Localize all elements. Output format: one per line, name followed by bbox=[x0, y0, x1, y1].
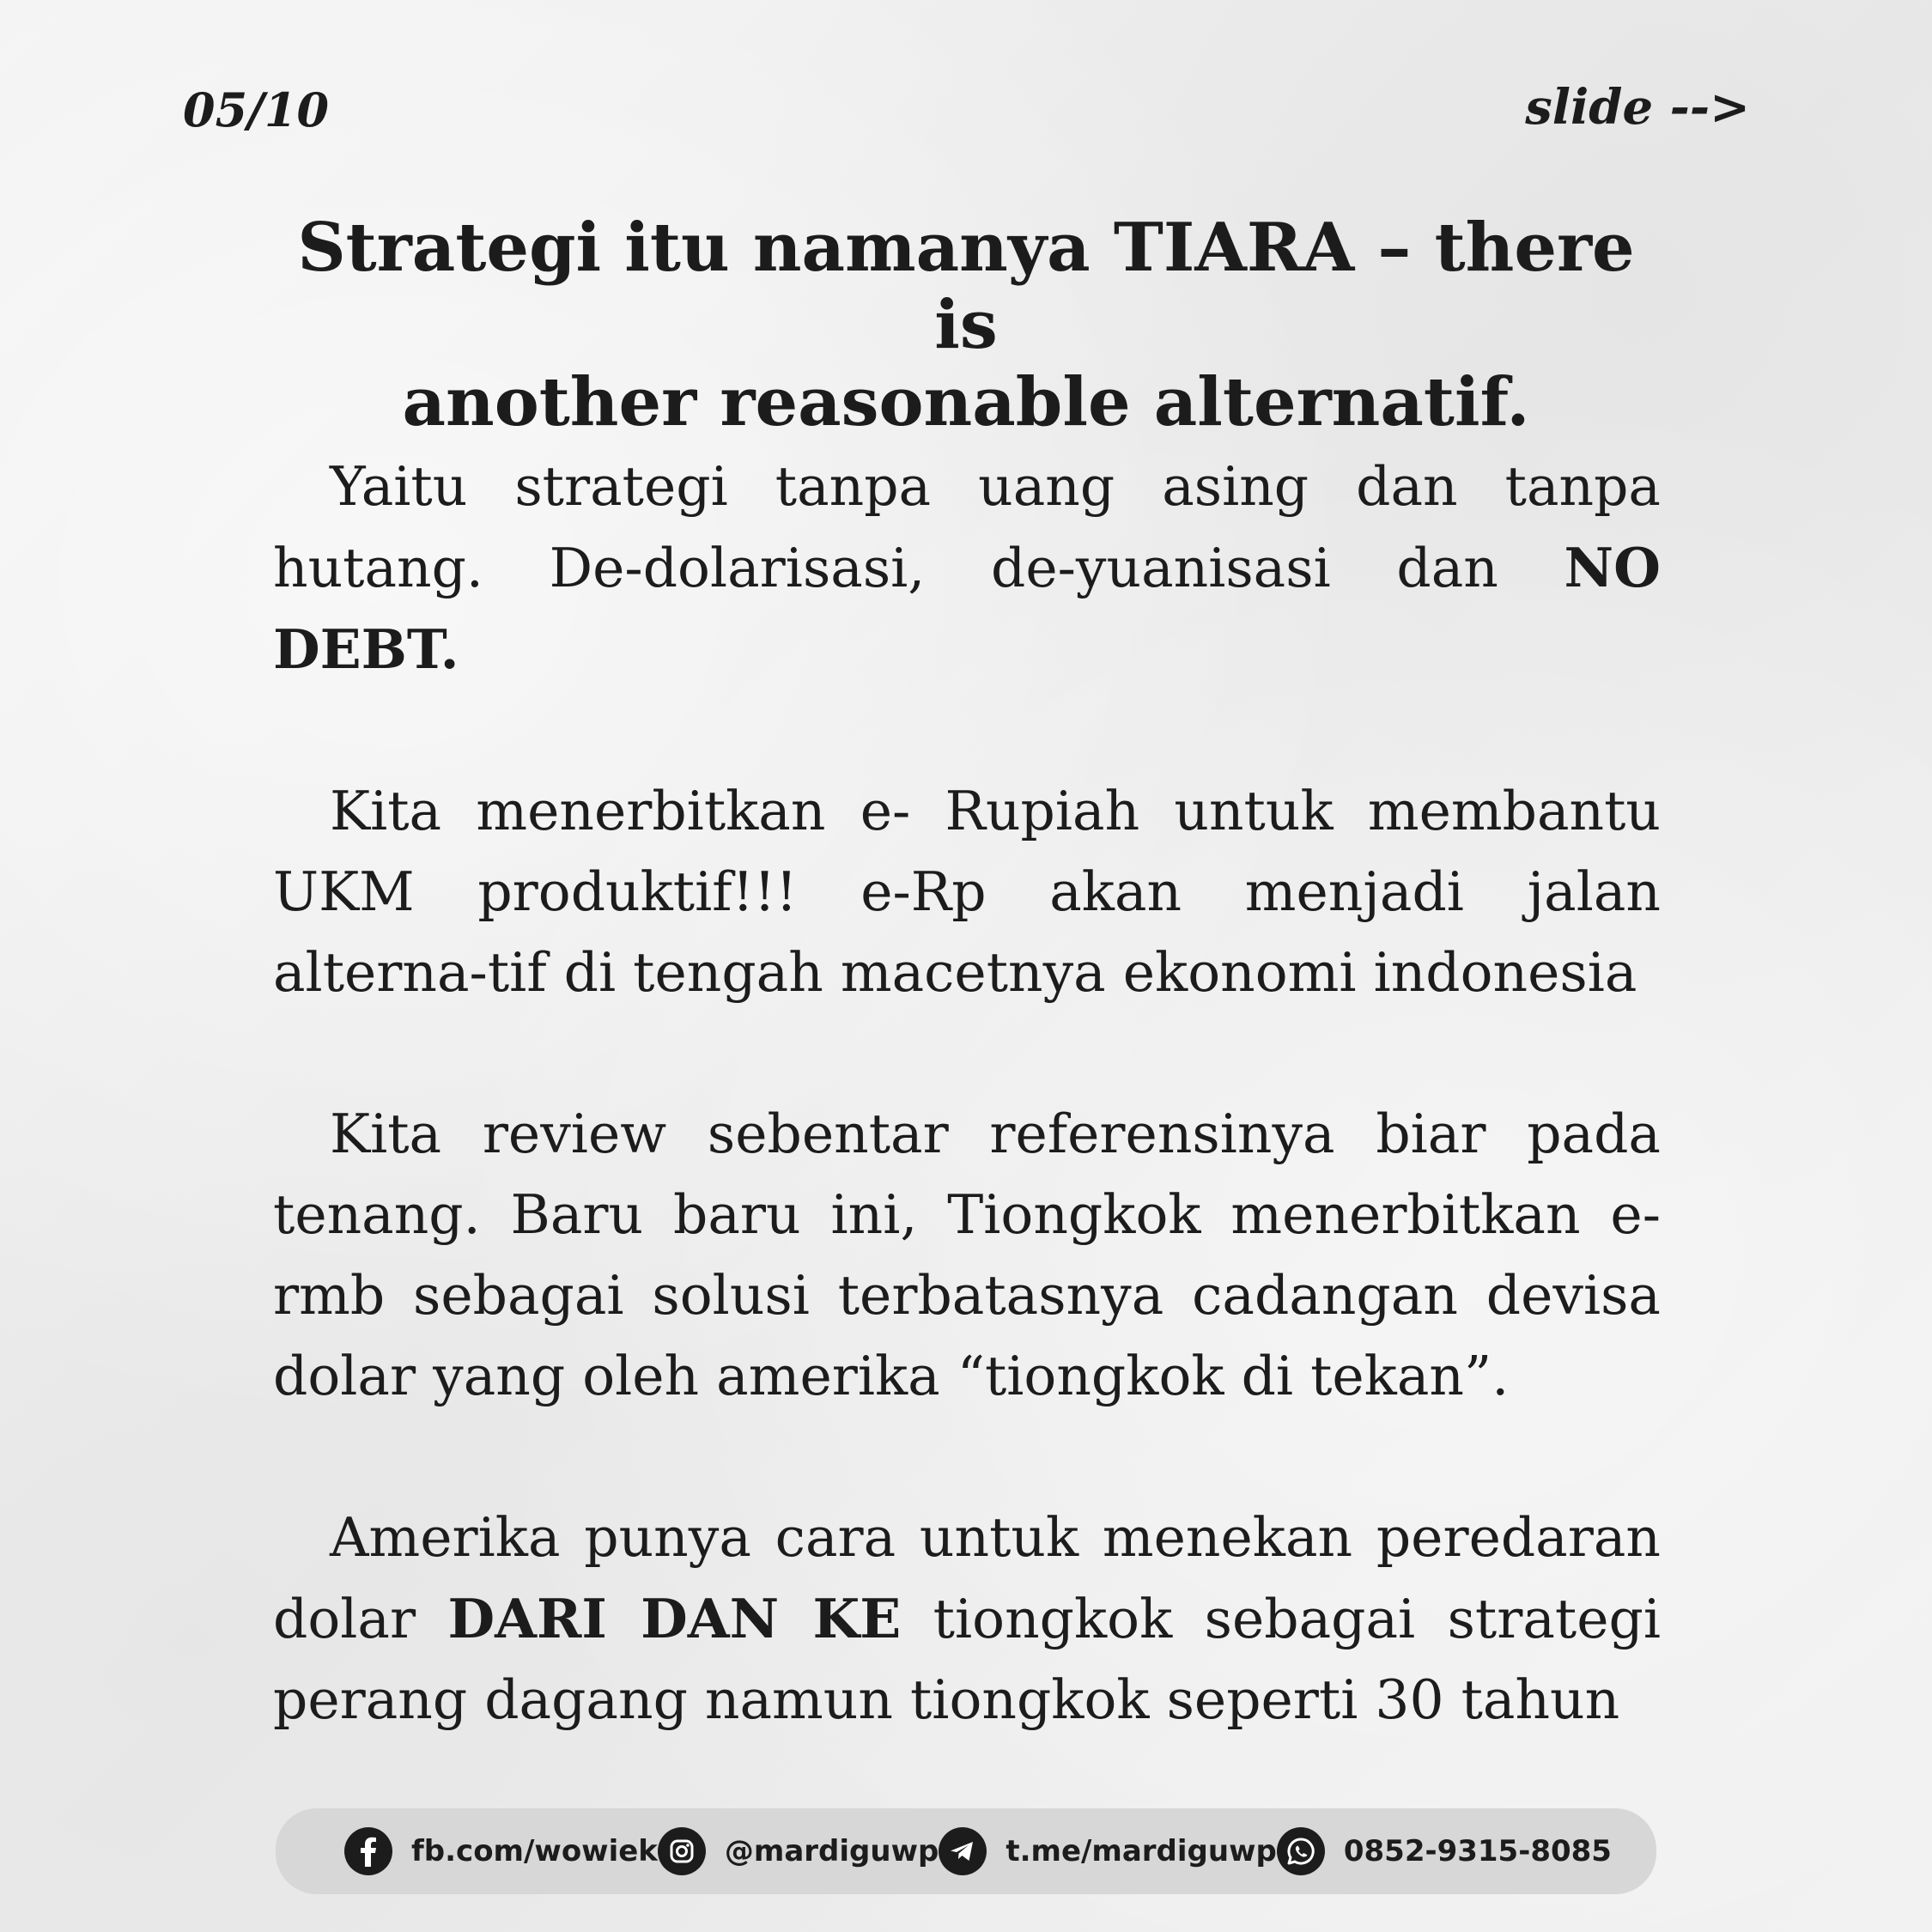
paragraph-4 bbox=[273, 1498, 1661, 1741]
telegram-label: t.me/mardiguwp bbox=[1005, 1834, 1277, 1868]
telegram-icon bbox=[939, 1827, 987, 1875]
slide-hint: slide --> bbox=[1525, 79, 1750, 136]
whatsapp-link[interactable] bbox=[1277, 1827, 1612, 1875]
whatsapp-icon bbox=[1277, 1827, 1325, 1875]
paragraph-3: Kita review sebentar referensinya biar pada tenang. Baru baru ini, Tiongkok menerbitkan e-rmb sebagai solusi terbatasnya cadangan devisa dolar yang oleh amerika “tiongkok di tekan”. bbox=[273, 1103, 1661, 1407]
instagram-link[interactable] bbox=[658, 1827, 939, 1875]
paragraph-4-emphasis: DARI DAN KE bbox=[447, 1587, 902, 1650]
telegram-link[interactable] bbox=[939, 1827, 1277, 1875]
facebook-label: fb.com/wowiek bbox=[411, 1834, 658, 1868]
body-text bbox=[273, 447, 1661, 1741]
social-footer bbox=[276, 1808, 1656, 1894]
paragraph-4-text-start: Amerika punya cara untuk menekan peredaran dolar bbox=[273, 1506, 1661, 1650]
paragraph-4-text-end: tiongkok sebagai strategi perang dagang namun tiongkok seperti 30 tahun bbox=[273, 1588, 1661, 1731]
instagram-icon bbox=[658, 1827, 706, 1875]
paragraph-1 bbox=[273, 447, 1661, 690]
page-number: 05/10 bbox=[183, 82, 330, 137]
title-line-2: another reasonable alternatif. bbox=[402, 363, 1530, 441]
paragraph-2: Kita menerbitkan e- Rupiah untuk membantu UKM produktif!!! e-Rp akan menjadi jalan alterna-tif di tengah macetnya ekonomi indonesia bbox=[273, 780, 1661, 1004]
instagram-label: @mardiguwp bbox=[724, 1834, 939, 1868]
whatsapp-label: 0852-9315-8085 bbox=[1343, 1834, 1612, 1868]
slide-title bbox=[258, 210, 1674, 441]
paragraph-1-emphasis: NO DEBT. bbox=[273, 536, 1661, 681]
facebook-link[interactable] bbox=[344, 1827, 658, 1875]
title-line-1: Strategi itu namanya TIARA – there is bbox=[297, 209, 1635, 364]
paragraph-1-text: Yaitu strategi tanpa uang asing dan tanpa hutang. De-dolarisasi, de-yuanisasi dan bbox=[273, 455, 1661, 599]
facebook-icon bbox=[344, 1827, 392, 1875]
